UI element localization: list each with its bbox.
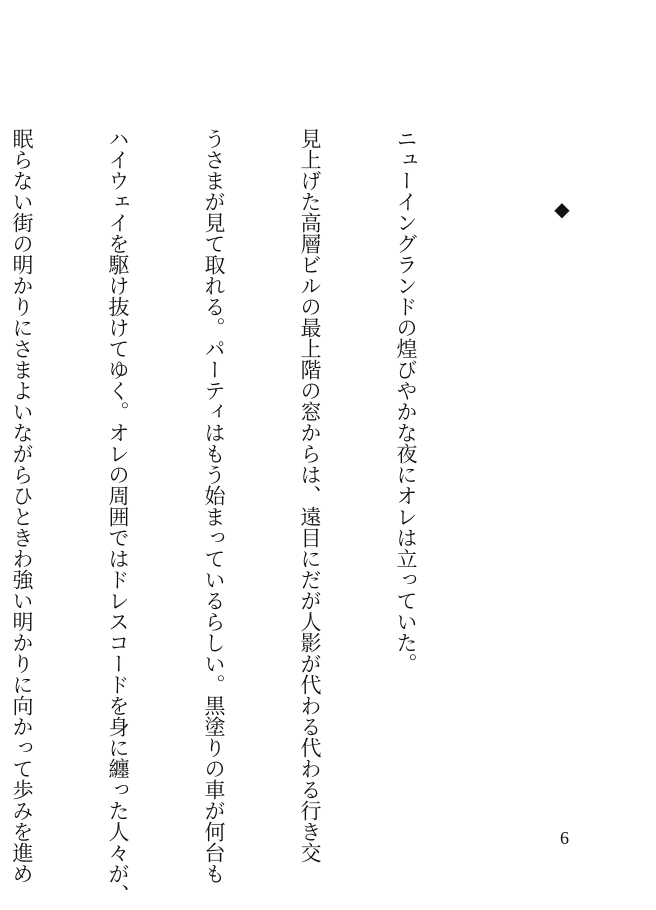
text-line: 見上げた高層ビルの最上階の窓からは、遠目にだが人影が代わる代わる行き交 [298,128,322,863]
vertical-text-body [0,128,486,905]
text-line: 眠らない街の明かりにさまよいながらひときわ強い明かりに向かって歩みを進め [10,128,34,884]
section-diamond-icon: ◆ [554,197,570,221]
text-line: うさまが見て取れる。パーティはもう始まっているらしい。黒塗りの車が何台も [202,128,226,884]
text-line: ニューイングランドの煌びやかな夜にオレは立っていた。 [394,128,418,674]
page-number: 6 [560,828,569,848]
text-line: ハイウェイを駆け抜けてゆく。オレの周囲ではドレスコードを身に纏った人々が、 [106,128,130,905]
